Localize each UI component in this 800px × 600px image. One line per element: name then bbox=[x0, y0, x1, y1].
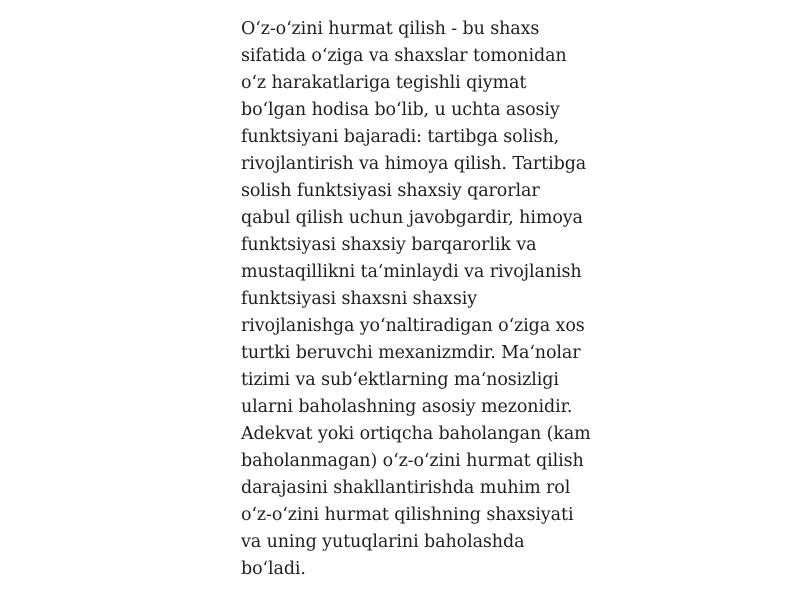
text-line: mustaqillikni ta‘minlaydi va rivojlanish bbox=[241, 262, 582, 282]
text-line: rivojlanishga yo‘naltiradigan o‘ziga xos bbox=[241, 316, 585, 336]
text-line: rivojlantirish va himoya qilish. Tartibga bbox=[241, 154, 587, 174]
text-line: baholanmagan) o‘z-o‘zini hurmat qilish bbox=[241, 451, 584, 471]
text-line: solish funktsiyasi shaxsiy qarorlar bbox=[241, 181, 540, 201]
text-line: funktsiyani bajaradi: tartibga solish, bbox=[241, 127, 560, 147]
text-line: o‘z-o‘zini hurmat qilishning shaxsiyati bbox=[241, 505, 574, 525]
text-line: qabul qilish uchun javobgardir, himoya bbox=[241, 208, 583, 228]
text-line: sifatida o‘ziga va shaxslar tomonidan bbox=[241, 46, 567, 66]
text-line: bo‘lgan hodisa bo‘lib, u uchta asosiy bbox=[241, 100, 560, 120]
article-text bbox=[241, 16, 601, 583]
text-line: o‘z harakatlariga tegishli qiymat bbox=[241, 73, 527, 93]
text-line: tizimi va sub‘ektlarning ma‘nosizligi bbox=[241, 370, 559, 390]
text-line: ularni baholashning asosiy mezonidir. bbox=[241, 397, 573, 417]
text-line: bo‘ladi. bbox=[241, 559, 306, 579]
text-line: O‘z-o‘zini hurmat qilish - bu shaxs bbox=[241, 19, 540, 39]
text-line: Adekvat yoki ortiqcha baholangan (kam bbox=[241, 424, 591, 444]
text-line: va uning yutuqlarini baholashda bbox=[241, 532, 525, 552]
text-line: funktsiyasi shaxsiy barqarorlik va bbox=[241, 235, 537, 255]
text-line: darajasini shakllantirishda muhim rol bbox=[241, 478, 571, 498]
text-line: turtki beruvchi mexanizmdir. Ma‘nolar bbox=[241, 343, 581, 363]
text-line: funktsiyasi shaxsni shaxsiy bbox=[241, 289, 477, 309]
